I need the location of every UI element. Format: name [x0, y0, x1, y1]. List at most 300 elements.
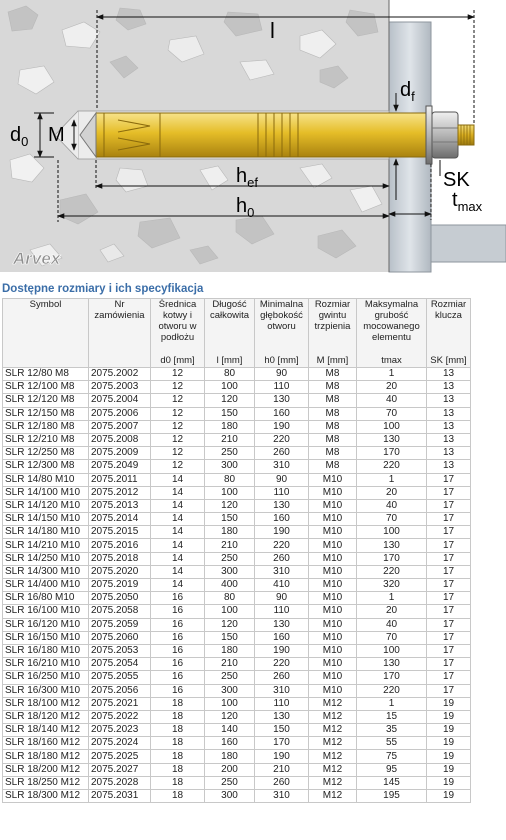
table-cell: 410: [255, 579, 309, 592]
table-cell: 19: [427, 776, 471, 789]
table-cell: 2075.2012: [89, 486, 151, 499]
table-cell: M10: [309, 671, 357, 684]
table-cell: M10: [309, 526, 357, 539]
table-cell: 310: [255, 684, 309, 697]
table-cell: M10: [309, 658, 357, 671]
table-cell: SLR 14/80 M10: [3, 473, 89, 486]
table-cell: 16: [151, 592, 205, 605]
washer: [426, 106, 432, 164]
table-cell: 16: [151, 618, 205, 631]
table-cell: M12: [309, 724, 357, 737]
table-cell: 150: [205, 631, 255, 644]
table-cell: 13: [427, 460, 471, 473]
table-cell: 13: [427, 433, 471, 446]
section-title: Dostępne rozmiary i ich specyfikacja: [2, 283, 204, 295]
table-cell: 210: [205, 658, 255, 671]
table-cell: SLR 16/250 M10: [3, 671, 89, 684]
table-cell: 130: [357, 539, 427, 552]
table-cell: 90: [255, 473, 309, 486]
table-cell: 17: [427, 539, 471, 552]
table-body: [3, 368, 471, 803]
table-cell: 2075.2059: [89, 618, 151, 631]
table-cell: 70: [357, 407, 427, 420]
table-row: [3, 394, 471, 407]
table-cell: 70: [357, 513, 427, 526]
table-cell: M10: [309, 592, 357, 605]
table-cell: SLR 16/210 M10: [3, 658, 89, 671]
table-row: [3, 460, 471, 473]
table-cell: 2075.2060: [89, 631, 151, 644]
table-cell: 160: [255, 513, 309, 526]
table-row: [3, 526, 471, 539]
table-cell: 19: [427, 737, 471, 750]
table-cell: 120: [205, 499, 255, 512]
table-cell: 250: [205, 552, 255, 565]
table-cell: 110: [255, 605, 309, 618]
col-header: Minimalna głębokość otworu h0 [mm]: [255, 299, 309, 368]
nut: [432, 112, 458, 158]
table-cell: 20: [357, 605, 427, 618]
table-cell: 260: [255, 552, 309, 565]
table-cell: 170: [255, 737, 309, 750]
table-cell: 2075.2024: [89, 737, 151, 750]
table-cell: 19: [427, 697, 471, 710]
table-cell: M12: [309, 710, 357, 723]
table-cell: 16: [151, 684, 205, 697]
table-cell: M8: [309, 420, 357, 433]
table-cell: 17: [427, 486, 471, 499]
table-cell: SLR 18/200 M12: [3, 763, 89, 776]
table-cell: SLR 18/140 M12: [3, 724, 89, 737]
table-cell: M12: [309, 737, 357, 750]
table-row: [3, 407, 471, 420]
table-cell: M10: [309, 565, 357, 578]
table-cell: 35: [357, 724, 427, 737]
table-cell: 80: [205, 368, 255, 381]
table-row: [3, 552, 471, 565]
table-cell: 110: [255, 381, 309, 394]
table-cell: M10: [309, 499, 357, 512]
table-cell: 17: [427, 526, 471, 539]
table-cell: 2075.2011: [89, 473, 151, 486]
table-cell: SLR 16/80 M10: [3, 592, 89, 605]
table-row: [3, 473, 471, 486]
col-header: Rozmiar gwintu trzpienia M [mm]: [309, 299, 357, 368]
label-h0: $h_0$: [236, 195, 255, 220]
table-cell: M12: [309, 750, 357, 763]
table-cell: 2075.2008: [89, 433, 151, 446]
arvex-logo: Arvex: [13, 249, 61, 268]
table-cell: 17: [427, 579, 471, 592]
table-cell: 100: [205, 605, 255, 618]
table-cell: 17: [427, 631, 471, 644]
label-df: $d_f$: [400, 79, 415, 104]
table-cell: 18: [151, 710, 205, 723]
table-cell: 17: [427, 499, 471, 512]
table-cell: 120: [205, 394, 255, 407]
table-cell: SLR 12/120 M8: [3, 394, 89, 407]
table-cell: 17: [427, 644, 471, 657]
table-cell: M12: [309, 697, 357, 710]
table-cell: 100: [357, 644, 427, 657]
table-cell: 250: [205, 447, 255, 460]
label-hef: $h_{ef}$: [236, 165, 258, 190]
table-row: [3, 565, 471, 578]
label-M: M: [48, 124, 65, 146]
table-row: [3, 671, 471, 684]
table-cell: 14: [151, 486, 205, 499]
table-cell: 13: [427, 447, 471, 460]
table-cell: 310: [255, 790, 309, 803]
table-row: [3, 433, 471, 446]
table-cell: 2075.2028: [89, 776, 151, 789]
table-cell: M8: [309, 394, 357, 407]
table-cell: 310: [255, 460, 309, 473]
table-cell: SLR 18/100 M12: [3, 697, 89, 710]
table-cell: M10: [309, 473, 357, 486]
table-cell: M8: [309, 381, 357, 394]
table-cell: 160: [255, 407, 309, 420]
table-row: [3, 447, 471, 460]
table-cell: SLR 12/100 M8: [3, 381, 89, 394]
table-row: [3, 790, 471, 803]
table-cell: 2075.2054: [89, 658, 151, 671]
table-cell: M8: [309, 368, 357, 381]
table-cell: 2075.2013: [89, 499, 151, 512]
table-cell: 170: [357, 552, 427, 565]
table-cell: 40: [357, 394, 427, 407]
table-cell: 2075.2003: [89, 381, 151, 394]
table-cell: 260: [255, 447, 309, 460]
table-cell: SLR 14/120 M10: [3, 499, 89, 512]
table-cell: 180: [205, 750, 255, 763]
table-row: [3, 368, 471, 381]
table-cell: 12: [151, 381, 205, 394]
table-cell: 320: [357, 579, 427, 592]
table-row: [3, 737, 471, 750]
table-cell: 16: [151, 644, 205, 657]
table-cell: 13: [427, 381, 471, 394]
table-cell: 14: [151, 565, 205, 578]
table-cell: 2075.2018: [89, 552, 151, 565]
table-row: [3, 697, 471, 710]
table-cell: 150: [205, 407, 255, 420]
table-cell: 200: [205, 763, 255, 776]
table-row: [3, 381, 471, 394]
mounted-bracket: [431, 225, 506, 262]
table-cell: 2075.2002: [89, 368, 151, 381]
table-cell: M10: [309, 605, 357, 618]
table-cell: M10: [309, 684, 357, 697]
table-row: [3, 710, 471, 723]
table-cell: 180: [205, 526, 255, 539]
table-cell: 260: [255, 776, 309, 789]
table-cell: 300: [205, 684, 255, 697]
table-cell: 14: [151, 499, 205, 512]
table-cell: 12: [151, 394, 205, 407]
col-header: Średnica kotwy i otworu w podłożu d0 [mm]: [151, 299, 205, 368]
table-row: [3, 644, 471, 657]
table-cell: 220: [255, 658, 309, 671]
table-cell: 110: [255, 697, 309, 710]
table-cell: 120: [205, 618, 255, 631]
table-cell: 16: [151, 631, 205, 644]
table-row: [3, 618, 471, 631]
table-cell: 20: [357, 381, 427, 394]
table-cell: 75: [357, 750, 427, 763]
table-cell: 300: [205, 790, 255, 803]
table-row: [3, 420, 471, 433]
table-cell: 310: [255, 565, 309, 578]
table-cell: 12: [151, 460, 205, 473]
table-cell: M8: [309, 460, 357, 473]
table-cell: 18: [151, 790, 205, 803]
spec-table: [2, 298, 471, 803]
table-cell: 130: [255, 499, 309, 512]
table-cell: 2075.2020: [89, 565, 151, 578]
table-cell: SLR 16/300 M10: [3, 684, 89, 697]
table-cell: 14: [151, 539, 205, 552]
table-row: [3, 539, 471, 552]
table-cell: 130: [357, 433, 427, 446]
table-cell: 14: [151, 526, 205, 539]
col-header: Długość całkowita l [mm]: [205, 299, 255, 368]
table-cell: 17: [427, 605, 471, 618]
table-cell: 130: [255, 394, 309, 407]
table-cell: 190: [255, 420, 309, 433]
table-cell: 300: [205, 565, 255, 578]
table-row: [3, 579, 471, 592]
table-cell: 2075.2022: [89, 710, 151, 723]
table-cell: 16: [151, 605, 205, 618]
table-cell: 120: [205, 710, 255, 723]
table-cell: SLR 14/300 M10: [3, 565, 89, 578]
table-cell: 210: [205, 539, 255, 552]
table-row: [3, 684, 471, 697]
table-cell: SLR 18/120 M12: [3, 710, 89, 723]
table-cell: 12: [151, 447, 205, 460]
table-cell: 220: [357, 565, 427, 578]
table-cell: 2075.2058: [89, 605, 151, 618]
table-cell: SLR 16/180 M10: [3, 644, 89, 657]
label-l: l: [270, 18, 275, 43]
table-cell: 17: [427, 513, 471, 526]
table-cell: SLR 18/160 M12: [3, 737, 89, 750]
table-cell: SLR 12/150 M8: [3, 407, 89, 420]
table-cell: 70: [357, 631, 427, 644]
table-cell: 2075.2014: [89, 513, 151, 526]
table-cell: M8: [309, 407, 357, 420]
table-cell: M12: [309, 776, 357, 789]
table-cell: M10: [309, 579, 357, 592]
table-cell: 14: [151, 513, 205, 526]
table-cell: SLR 14/180 M10: [3, 526, 89, 539]
table-cell: 19: [427, 710, 471, 723]
table-cell: 18: [151, 763, 205, 776]
table-cell: 17: [427, 565, 471, 578]
table-cell: 190: [255, 526, 309, 539]
table-cell: 180: [205, 420, 255, 433]
table-cell: 18: [151, 724, 205, 737]
table-cell: 145: [357, 776, 427, 789]
table-cell: 2075.2019: [89, 579, 151, 592]
table-cell: 80: [205, 473, 255, 486]
table-cell: 2075.2007: [89, 420, 151, 433]
table-cell: 12: [151, 368, 205, 381]
table-cell: M10: [309, 631, 357, 644]
table-cell: 2075.2031: [89, 790, 151, 803]
table-cell: 95: [357, 763, 427, 776]
table-cell: 13: [427, 420, 471, 433]
table-cell: 170: [357, 671, 427, 684]
table-cell: 19: [427, 724, 471, 737]
table-cell: SLR 14/210 M10: [3, 539, 89, 552]
table-cell: M12: [309, 763, 357, 776]
table-cell: 12: [151, 407, 205, 420]
table-cell: 1: [357, 473, 427, 486]
table-cell: 20: [357, 486, 427, 499]
table-cell: 260: [255, 671, 309, 684]
table-cell: 2075.2049: [89, 460, 151, 473]
table-cell: 195: [357, 790, 427, 803]
table-cell: 2075.2056: [89, 684, 151, 697]
table-cell: M12: [309, 790, 357, 803]
col-header: Nr zamówienia: [89, 299, 151, 368]
table-row: [3, 658, 471, 671]
table-cell: 1: [357, 592, 427, 605]
table-cell: 2075.2021: [89, 697, 151, 710]
label-SK: SK: [443, 169, 470, 191]
table-cell: 300: [205, 460, 255, 473]
table-cell: 2075.2009: [89, 447, 151, 460]
table-cell: 190: [255, 644, 309, 657]
table-row: [3, 513, 471, 526]
table-cell: 2075.2027: [89, 763, 151, 776]
table-cell: 40: [357, 618, 427, 631]
table-cell: 2075.2006: [89, 407, 151, 420]
table-cell: 14: [151, 552, 205, 565]
table-cell: SLR 14/100 M10: [3, 486, 89, 499]
col-header: Maksymalna grubość mocowanego elementu tmax: [357, 299, 427, 368]
table-row: [3, 631, 471, 644]
table-cell: 100: [357, 420, 427, 433]
table-cell: 18: [151, 697, 205, 710]
table-cell: 210: [255, 763, 309, 776]
table-cell: 2075.2053: [89, 644, 151, 657]
table-cell: 220: [357, 684, 427, 697]
table-cell: 140: [205, 724, 255, 737]
table-cell: 210: [205, 433, 255, 446]
table-cell: 13: [427, 394, 471, 407]
table-cell: 15: [357, 710, 427, 723]
table-row: [3, 592, 471, 605]
table-cell: 13: [427, 407, 471, 420]
table-cell: M10: [309, 618, 357, 631]
table-cell: 90: [255, 592, 309, 605]
table-cell: 2075.2050: [89, 592, 151, 605]
table-cell: M10: [309, 486, 357, 499]
table-cell: 55: [357, 737, 427, 750]
table-cell: 18: [151, 737, 205, 750]
table-cell: 130: [357, 658, 427, 671]
table-cell: 220: [255, 539, 309, 552]
table-cell: 1: [357, 697, 427, 710]
table-cell: 17: [427, 473, 471, 486]
table-cell: 2075.2004: [89, 394, 151, 407]
table-cell: 14: [151, 579, 205, 592]
table-cell: 18: [151, 750, 205, 763]
table-cell: 110: [255, 486, 309, 499]
table-cell: M10: [309, 513, 357, 526]
table-cell: 100: [357, 526, 427, 539]
table-row: [3, 750, 471, 763]
table-cell: 2075.2015: [89, 526, 151, 539]
anchor-sleeve: [96, 113, 426, 157]
table-cell: M10: [309, 539, 357, 552]
table-cell: SLR 18/300 M12: [3, 790, 89, 803]
table-cell: 17: [427, 671, 471, 684]
table-row: [3, 724, 471, 737]
table-cell: 16: [151, 658, 205, 671]
table-cell: 2075.2025: [89, 750, 151, 763]
table-cell: 100: [205, 486, 255, 499]
table-cell: 190: [255, 750, 309, 763]
table-cell: 2075.2023: [89, 724, 151, 737]
table-cell: 90: [255, 368, 309, 381]
table-cell: 2075.2016: [89, 539, 151, 552]
table-cell: M8: [309, 433, 357, 446]
table-cell: SLR 14/250 M10: [3, 552, 89, 565]
table-cell: 160: [205, 737, 255, 750]
col-header: Rozmiar klucza SK [mm]: [427, 299, 471, 368]
table-row: [3, 763, 471, 776]
table-cell: SLR 16/120 M10: [3, 618, 89, 631]
table-cell: 17: [427, 552, 471, 565]
table-row: [3, 486, 471, 499]
table-cell: SLR 12/300 M8: [3, 460, 89, 473]
table-cell: 130: [255, 710, 309, 723]
table-row: [3, 605, 471, 618]
table-cell: SLR 14/400 M10: [3, 579, 89, 592]
table-cell: 100: [205, 697, 255, 710]
table-cell: 19: [427, 763, 471, 776]
table-cell: SLR 18/250 M12: [3, 776, 89, 789]
table-cell: 17: [427, 618, 471, 631]
table-cell: 40: [357, 499, 427, 512]
label-tmax: $t_{max}$: [452, 189, 483, 214]
table-cell: 170: [357, 447, 427, 460]
threaded-stud: [458, 125, 474, 145]
table-cell: 17: [427, 658, 471, 671]
table-cell: 13: [427, 368, 471, 381]
table-cell: 16: [151, 671, 205, 684]
table-cell: 150: [255, 724, 309, 737]
table-cell: 12: [151, 433, 205, 446]
table-row: [3, 776, 471, 789]
table-cell: SLR 12/210 M8: [3, 433, 89, 446]
col-header: Symbol: [3, 299, 89, 368]
table-cell: M10: [309, 552, 357, 565]
table-header-row: [3, 299, 471, 368]
table-cell: 1: [357, 368, 427, 381]
table-cell: SLR 18/180 M12: [3, 750, 89, 763]
table-cell: 220: [357, 460, 427, 473]
table-cell: 150: [205, 513, 255, 526]
table-cell: M10: [309, 644, 357, 657]
table-cell: 100: [205, 381, 255, 394]
table-cell: SLR 16/100 M10: [3, 605, 89, 618]
table-cell: 220: [255, 433, 309, 446]
